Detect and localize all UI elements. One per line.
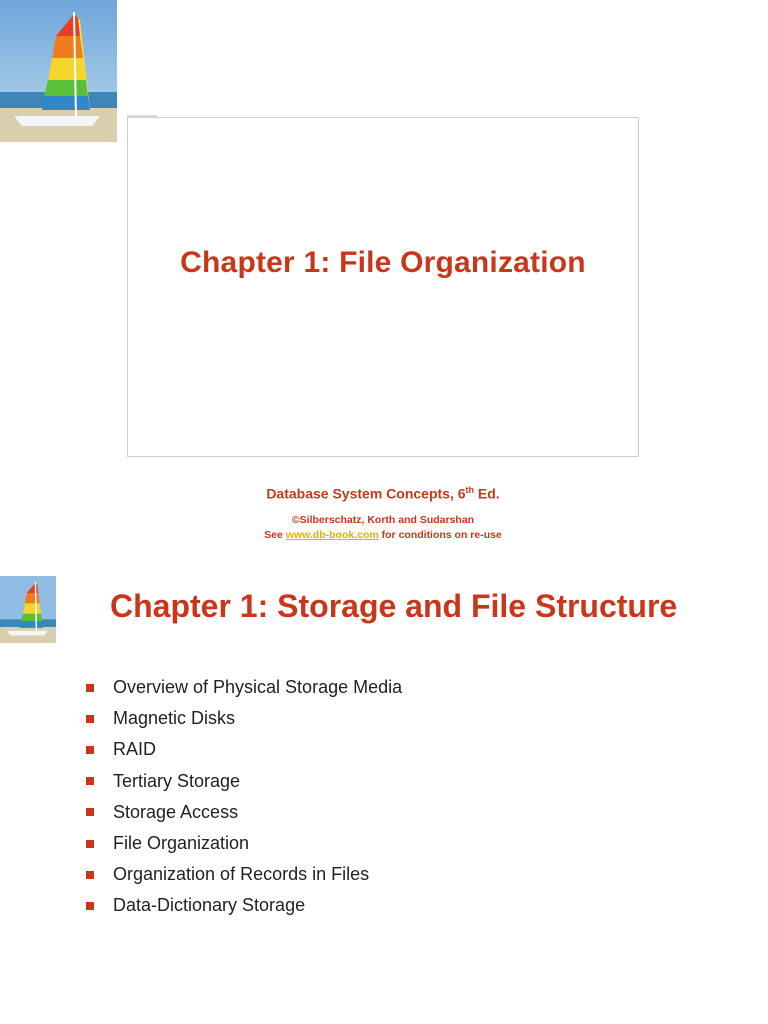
copyright-line: ©Silberschatz, Korth and Sudarshan xyxy=(291,514,475,526)
list-item xyxy=(86,703,402,734)
book-title-tail: Ed. xyxy=(474,485,500,502)
bullet-square-icon xyxy=(86,777,94,785)
list-item xyxy=(86,828,402,859)
slide-title: Chapter 1: File Organization xyxy=(180,246,586,279)
sailboat-logo-small xyxy=(0,576,56,643)
list-item xyxy=(86,672,402,703)
topic-list xyxy=(86,672,402,922)
slide2-title: Chapter 1: Storage and File Structure xyxy=(110,588,678,624)
sailboat-logo xyxy=(0,0,117,142)
list-item-text: Tertiary Storage xyxy=(113,770,241,791)
book-title xyxy=(127,485,639,502)
list-item-text: File Organization xyxy=(113,833,250,854)
bullet-square-icon xyxy=(86,840,94,848)
list-item xyxy=(86,890,402,921)
title-slide-frame xyxy=(127,117,639,457)
reuse-notice xyxy=(127,529,639,541)
list-item-text: Magnetic Disks xyxy=(113,708,236,729)
bullet-square-icon xyxy=(86,902,94,910)
list-item-text: Overview of Physical Storage Media xyxy=(113,677,403,698)
list-item xyxy=(86,859,402,890)
list-item-text: Data-Dictionary Storage xyxy=(113,895,306,916)
list-item xyxy=(86,766,402,797)
list-item-text: Organization of Records in Files xyxy=(113,864,370,885)
bullet-square-icon xyxy=(86,715,94,723)
list-item xyxy=(86,797,402,828)
book-title-main: Database System Concepts, 6 xyxy=(266,485,466,502)
list-item-text: RAID xyxy=(113,739,157,760)
db-book-link[interactable]: www.db-book.com xyxy=(285,529,379,541)
list-item-text: Storage Access xyxy=(113,801,239,822)
bullet-square-icon xyxy=(86,871,94,879)
book-title-sup: th xyxy=(465,485,475,495)
bullet-square-icon xyxy=(86,808,94,816)
reuse-suffix: for conditions on re-use xyxy=(378,529,502,541)
bullet-square-icon xyxy=(86,684,94,692)
list-item xyxy=(86,734,402,765)
bullet-square-icon xyxy=(86,746,94,754)
reuse-prefix: See xyxy=(264,529,286,541)
